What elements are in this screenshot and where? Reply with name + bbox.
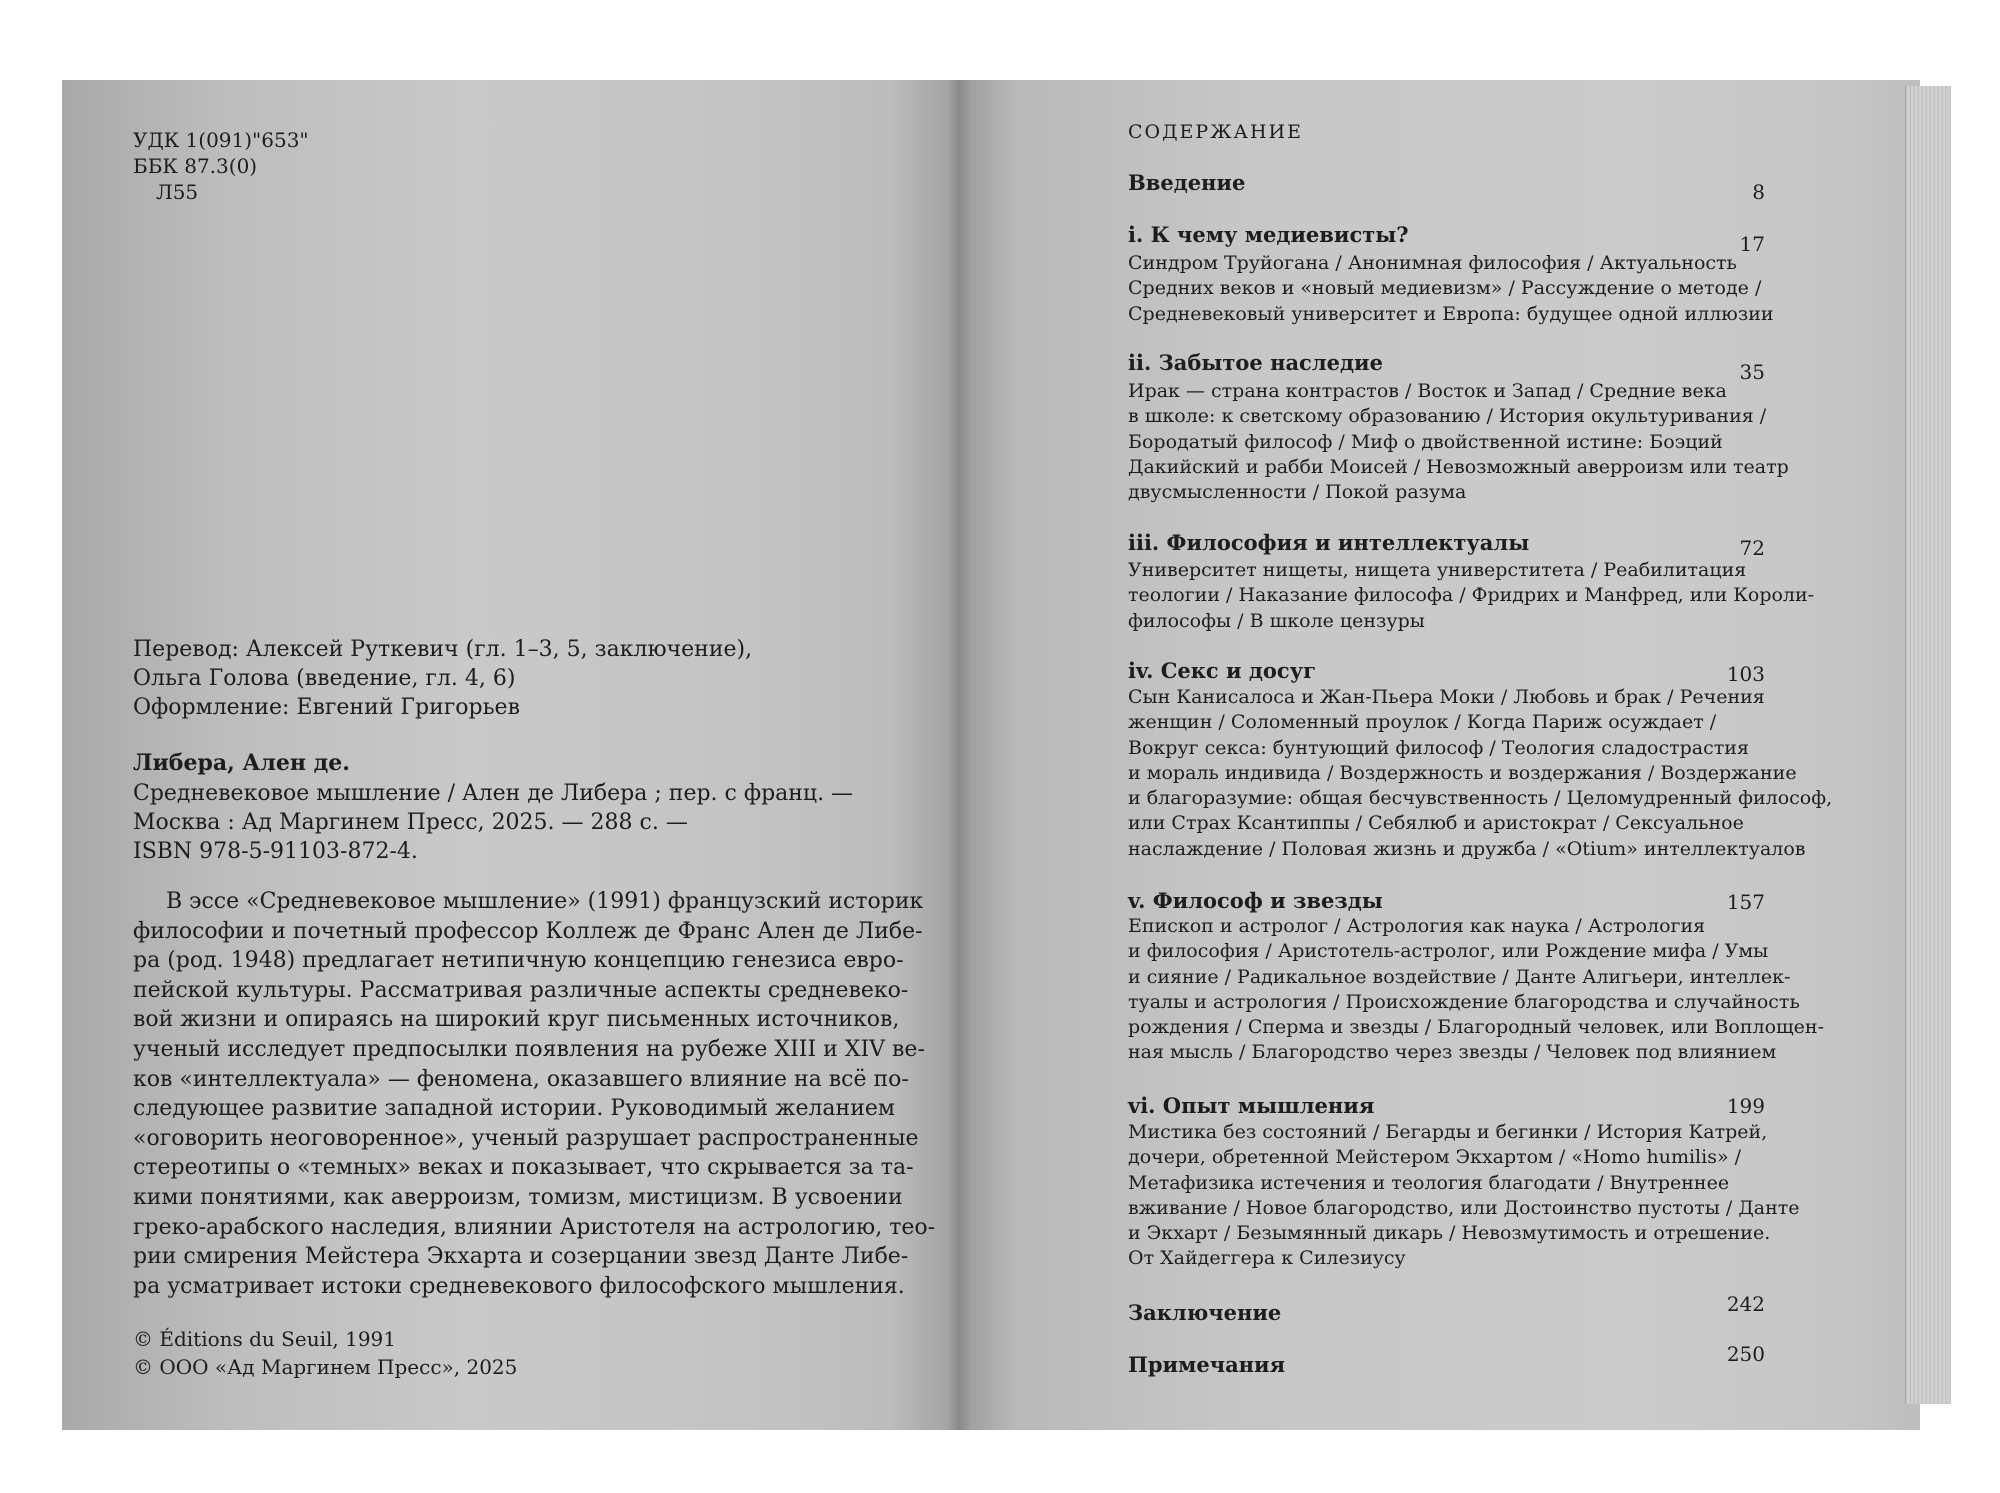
toc-subtopics xyxy=(1128,558,1814,634)
annotation-line: греко-арабского наследия, влиянии Аристотеля на астрологию, тео- xyxy=(133,1214,936,1240)
toc-subtopic-line: От Хайдеггера к Силезиусу xyxy=(1128,1247,1406,1270)
annotation-line: ученый исследует предпосылки появления на рубеже XIII и XIV ве- xyxy=(133,1036,925,1062)
biblio-line: Москва : Ад Маргинем Пресс, 2025. — 288 с. — xyxy=(133,810,688,835)
isbn-line: ISBN 978-5-91103-872-4. xyxy=(133,839,418,864)
annotation-line: философии и почетный профессор Коллеж де Франс Ален де Либе- xyxy=(133,918,923,944)
toc-subtopic-line: философы / В школе цензуры xyxy=(1128,609,1425,632)
author-heading: Либера, Ален де. xyxy=(133,750,350,776)
toc-subtopic-line: Метафизика истечения и теология благодати / Внутреннее xyxy=(1128,1171,1730,1194)
toc-subtopic-line: Средних веков и «новый медиевизм» / Рассуждение о методе / xyxy=(1128,277,1762,300)
credit-line: Ольга Голова (введение, гл. 4, 6) xyxy=(133,666,516,691)
toc-subtopic-line: теологии / Наказание философа / Фридрих и Манфред, или Короли- xyxy=(1128,584,1815,607)
toc-subtopics xyxy=(1128,914,1824,1066)
bbk-code: ББК 87.3(0) xyxy=(133,154,258,178)
toc-heading: СОДЕРЖАНИЕ xyxy=(1128,121,1303,143)
biblio-line: Средневековое мышление / Ален де Либера ; пер. с франц. — xyxy=(133,781,854,806)
udk-code: УДК 1(091)"653" xyxy=(133,128,309,152)
toc-subtopics xyxy=(1128,379,1789,505)
toc-page-number: 199 xyxy=(1726,1094,1765,1118)
toc-subtopics xyxy=(1128,685,1832,862)
toc-subtopic-line: и философия / Аристотель-астролог, или Рождение мифа / Умы xyxy=(1128,940,1769,963)
toc-subtopic-line: Бородатый философ / Миф о двойственной истине: Боэций xyxy=(1128,430,1723,453)
toc-subtopic-line: и сияние / Радикальное воздействие / Данте Алигьери, интеллек- xyxy=(1128,965,1791,988)
toc-subtopic-line: Сын Канисалоса и Жан-Пьера Моки / Любовь и брак / Речения xyxy=(1128,686,1765,708)
toc-subtopic-line: туалы и астрология / Происхождение благородства и случайность xyxy=(1128,990,1800,1013)
toc-subtopic-line: Епископ и астролог / Астрология как наука / Астрология xyxy=(1128,915,1706,937)
page-edges xyxy=(1905,86,1951,1404)
annotation-line: ков «интеллектуала» — феномена, оказавшего влияние на всё по- xyxy=(133,1066,909,1092)
annotation xyxy=(133,887,936,1301)
toc-subtopics xyxy=(1128,1120,1800,1272)
annotation-line: кими понятиями, как аверроизм, томизм, мистицизм. В усвоении xyxy=(133,1184,903,1210)
toc-page-number: 250 xyxy=(1726,1342,1765,1366)
toc-subtopic-line: и мораль индивида / Воздержность и воздержания / Воздержание xyxy=(1128,761,1797,784)
annotation-line: пейской культуры. Рассматривая различные аспекты средневеко- xyxy=(133,977,909,1003)
toc-entry-title: i. К чему медиевисты? xyxy=(1128,222,1409,247)
toc-page-number: 157 xyxy=(1726,890,1765,914)
toc-subtopic-line: наслаждение / Половая жизнь и дружба / «Otium» интеллектуалов xyxy=(1128,837,1806,860)
toc-subtopic-line: двусмысленности / Покой разума xyxy=(1128,481,1467,504)
annotation-line: В эссе «Средневековое мышление» (1991) французский историк xyxy=(166,889,924,914)
copyright-line: © Éditions du Seuil, 1991 xyxy=(133,1327,396,1351)
toc-subtopics xyxy=(1128,251,1774,327)
toc-subtopic-line: Синдром Труйогана / Анонимная философия / Актуальность xyxy=(1128,252,1737,274)
author-mark: Л55 xyxy=(156,180,199,204)
toc-entry-title: ii. Забытое наследие xyxy=(1128,350,1383,375)
toc-subtopic-line: и Экхарт / Безымянный дикарь / Невозмутимость и отрешение. xyxy=(1128,1222,1771,1245)
credit-line: Оформление: Евгений Григорьев xyxy=(133,695,520,720)
toc-entry-title: Примечания xyxy=(1128,1352,1286,1377)
toc-page-number: 242 xyxy=(1726,1292,1765,1316)
toc-entry-title: vi. Опыт мышления xyxy=(1128,1093,1375,1118)
toc-entry-title: iv. Секс и досуг xyxy=(1128,658,1317,683)
book-gutter xyxy=(948,80,970,1430)
toc-page-number: 35 xyxy=(1739,360,1765,384)
annotation-line: следующее развитие западной истории. Руководимый желанием xyxy=(133,1096,896,1122)
toc-entry-title: iii. Философия и интеллектуалы xyxy=(1128,530,1530,555)
toc-page-number: 103 xyxy=(1726,662,1765,686)
toc-subtopic-line: или Страх Ксантиппы / Себялюб и аристократ / Сексуальное xyxy=(1128,812,1744,835)
toc-page-number: 72 xyxy=(1739,536,1765,560)
annotation-line: вой жизни и опираясь на широкий круг письменных источников, xyxy=(133,1007,900,1033)
toc-subtopic-line: Дакийский и рабби Моисей / Невозможный аверроизм или театр xyxy=(1128,455,1789,478)
toc-entry-title: Введение xyxy=(1128,170,1246,195)
toc-entry-title: v. Философ и звезды xyxy=(1128,888,1383,913)
annotation-line: рии смирения Мейстера Экхарта и созерцании звезд Данте Либе- xyxy=(133,1244,909,1270)
toc-subtopic-line: Средневековый университет и Европа: будущее одной иллюзии xyxy=(1128,302,1774,325)
toc-subtopic-line: Мистика без состояний / Бегарды и бегинки / История Катрей, xyxy=(1128,1121,1768,1143)
copyright-line: © ООО «Ад Маргинем Пресс», 2025 xyxy=(133,1355,518,1379)
toc-subtopic-line: вживание / Новое благородство, или Достоинство пустоты / Данте xyxy=(1128,1196,1800,1219)
annotation-line: стереотипы о «темных» веках и показывает, что скрывается за та- xyxy=(133,1155,914,1181)
credit-line: Перевод: Алексей Руткевич (гл. 1–3, 5, заключение), xyxy=(133,637,753,662)
toc-subtopic-line: дочери, обретенной Мейстером Экхартом / «Homo humilis» / xyxy=(1128,1146,1742,1169)
toc-subtopic-line: Ирак — страна контрастов / Восток и Запад / Средние века xyxy=(1128,380,1727,402)
annotation-line: ра усматривает истоки средневекового философского мышления. xyxy=(133,1273,905,1299)
toc-page-number: 17 xyxy=(1739,232,1765,256)
toc-subtopic-line: Университет нищеты, нищета универститета / Реабилитация xyxy=(1128,559,1747,581)
annotation-line: ра (род. 1948) предлагает нетипичную концепцию генезиса евро- xyxy=(133,948,904,974)
toc-subtopic-line: ная мысль / Благородство через звезды / Человек под влиянием xyxy=(1128,1041,1777,1064)
toc-entry-title: Заключение xyxy=(1128,1300,1282,1325)
toc-subtopic-line: Вокруг секса: бунтующий философ / Теология сладострастия xyxy=(1128,736,1749,759)
toc-subtopic-line: в школе: к светскому образованию / История окультуривания / xyxy=(1128,405,1767,428)
annotation-line: «оговорить неоговоренное», ученый разрушает распространенные xyxy=(133,1125,919,1151)
toc-page-number: 8 xyxy=(1752,180,1765,204)
toc-subtopic-line: женщин / Соломенный проулок / Когда Париж осуждает / xyxy=(1128,711,1717,734)
toc-subtopic-line: и благоразумие: общая бесчувственность / Целомудренный философ, xyxy=(1128,787,1833,810)
toc-subtopic-line: рождения / Сперма и звезды / Благородный человек, или Воплощен- xyxy=(1128,1016,1824,1039)
